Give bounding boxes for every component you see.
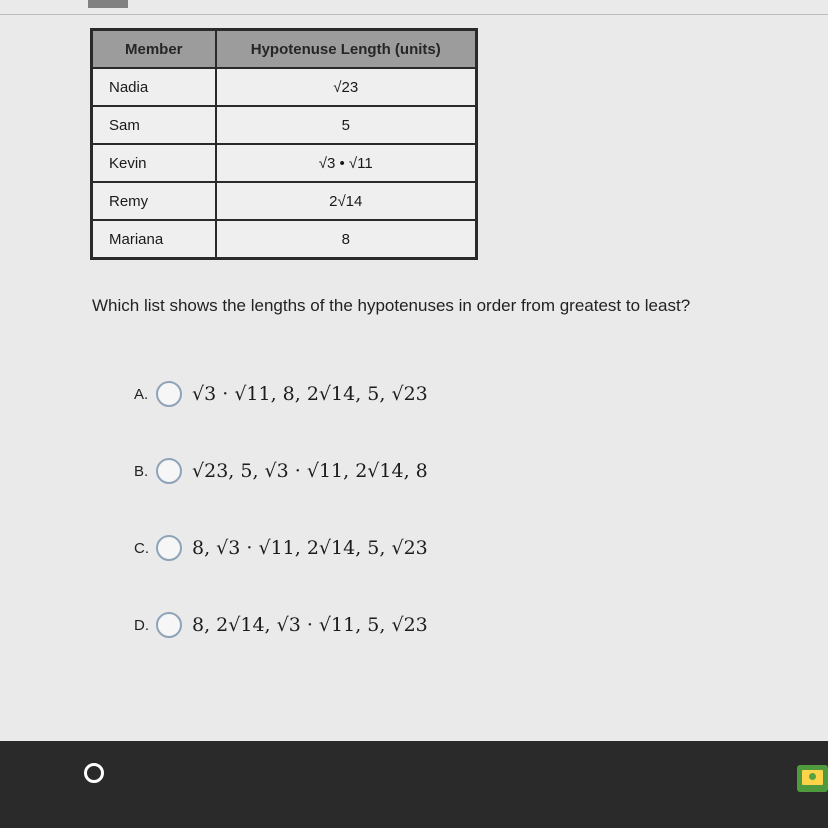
table-row bbox=[92, 182, 477, 220]
hypotenuse-length: 5 bbox=[216, 106, 477, 144]
question-text: Which list shows the lengths of the hypotenuses in order from greatest to least? bbox=[92, 296, 691, 315]
member-name: Remy bbox=[92, 182, 216, 220]
member-name: Kevin bbox=[92, 144, 216, 182]
option-text: 8, 2√14, √3 · √11, 5, √23 bbox=[192, 614, 428, 636]
hypotenuse-length: √3 • √11 bbox=[216, 144, 477, 182]
option-text: √3 · √11, 8, 2√14, 5, √23 bbox=[192, 383, 428, 405]
option-letter: D. bbox=[134, 616, 149, 634]
option-letter: A. bbox=[134, 385, 149, 403]
question-number-fragment bbox=[88, 0, 128, 8]
table-row bbox=[92, 68, 477, 106]
table-header-row bbox=[92, 30, 477, 69]
answer-option-c[interactable] bbox=[134, 531, 428, 565]
classroom-person bbox=[809, 773, 816, 780]
google-classroom-icon[interactable] bbox=[797, 765, 828, 792]
hypotenuse-length: 2√14 bbox=[216, 182, 477, 220]
top-divider bbox=[0, 14, 828, 15]
option-letter: C. bbox=[134, 539, 149, 557]
os-taskbar bbox=[0, 741, 828, 828]
member-name: Mariana bbox=[92, 220, 216, 259]
hypotenuse-table bbox=[90, 28, 478, 260]
answer-option-d[interactable] bbox=[134, 608, 428, 642]
launcher-icon[interactable] bbox=[84, 763, 104, 783]
radio-button-c[interactable] bbox=[156, 535, 182, 561]
option-letter: B. bbox=[134, 462, 149, 480]
member-name: Nadia bbox=[92, 68, 216, 106]
radio-button-b[interactable] bbox=[156, 458, 182, 484]
table-row bbox=[92, 106, 477, 144]
table-row bbox=[92, 220, 477, 259]
hypotenuse-length: √23 bbox=[216, 68, 477, 106]
option-text: 8, √3 · √11, 2√14, 5, √23 bbox=[192, 537, 428, 559]
table-row bbox=[92, 144, 477, 182]
member-name: Sam bbox=[92, 106, 216, 144]
radio-button-a[interactable] bbox=[156, 381, 182, 407]
radio-button-d[interactable] bbox=[156, 612, 182, 638]
column-header-length: Hypotenuse Length (units) bbox=[216, 30, 477, 69]
answer-option-a[interactable] bbox=[134, 377, 428, 411]
option-text: √23, 5, √3 · √11, 2√14, 8 bbox=[192, 460, 428, 482]
column-header-member: Member bbox=[92, 30, 216, 69]
answer-option-b[interactable] bbox=[134, 454, 428, 488]
hypotenuse-length: 8 bbox=[216, 220, 477, 259]
